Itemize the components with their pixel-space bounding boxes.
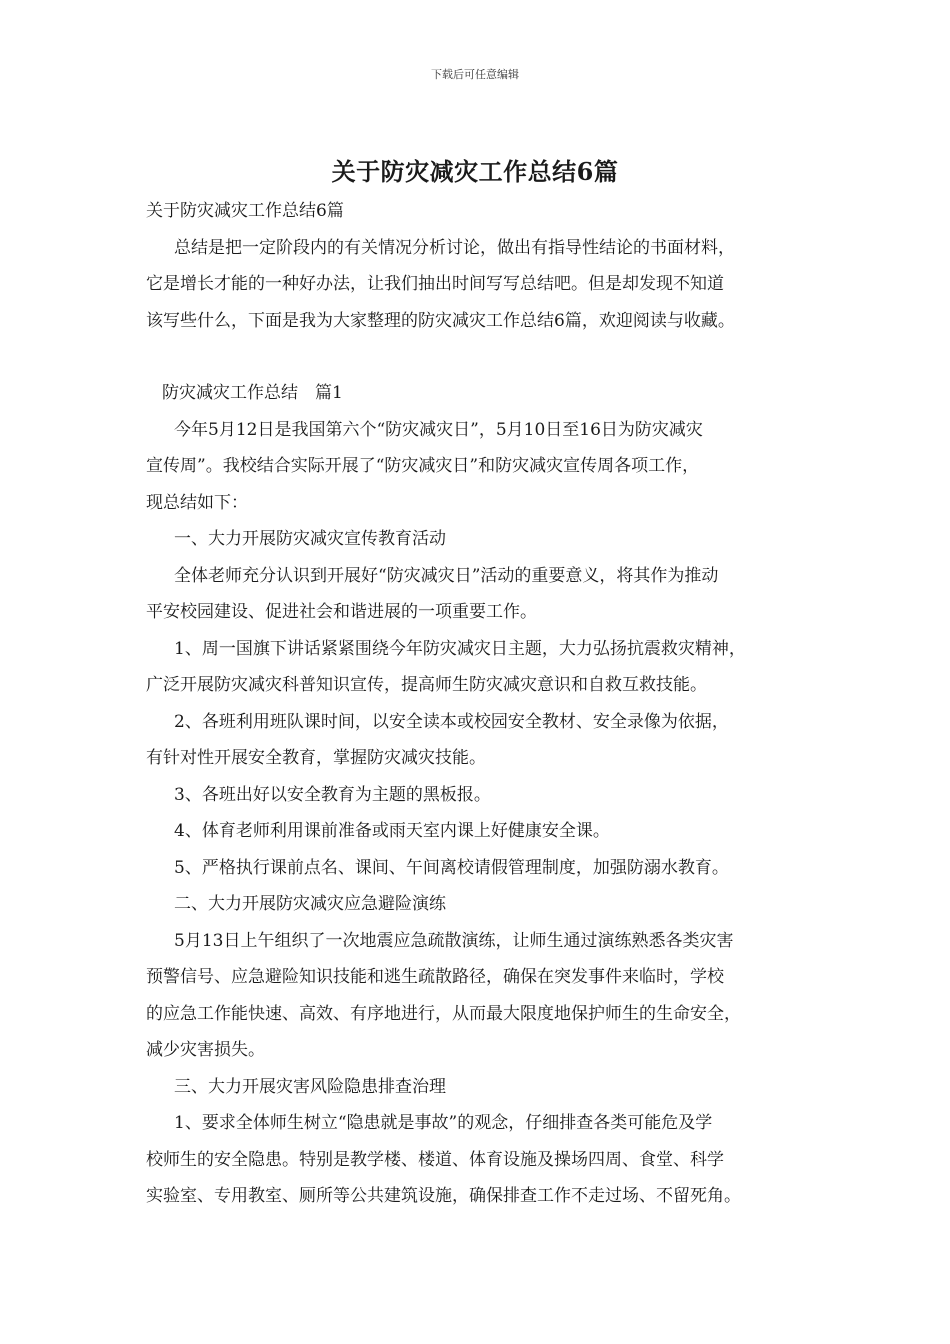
text-line: 的应急工作能快速、高效、有序地进行，从而最大限度地保护师生的生命安全， [146,1003,741,1024]
text-line: 实验室、专用教室、厕所等公共建筑设施，确保排查工作不走过场、不留死角。 [146,1186,741,1206]
text-line: 总结是把一定阶段内的有关情况分析讨论，做出有指导性结论的书面材料， [174,237,735,258]
text-line: 减少灾害损失。 [146,1040,265,1060]
document-title: 关于防灾减灾工作总结6篇 [331,157,619,186]
text-line: 广泛开展防灾减灾科普知识宣传，提高师生防灾减灾意识和自救互救技能。 [146,675,707,695]
text-line: 宣传周”。我校结合实际开展了“防灾减灾日”和防灾减灾宣传周各项工作， [146,456,700,476]
text-line: 全体老师充分认识到开展好“防灾减灾日”活动的重要意义，将其作为推动 [174,565,719,586]
text-line: 关于防灾减灾工作总结6篇 [146,201,344,221]
text-line: 5、严格执行课前点名、课间、午间离校请假管理制度，加强防溺水教育。 [174,857,729,878]
text-line: 它是增长才能的一种好办法，让我们抽出时间写写总结吧。但是却发现不知道 [146,274,724,294]
text-line: 有针对性开展安全教育，掌握防灾减灾技能。 [146,748,486,768]
text-line: 4、体育老师利用课前准备或雨天室内课上好健康安全课。 [174,821,610,841]
text-line: 现总结如下： [146,492,248,513]
text-line: 平安校园建设、促进社会和谐进展的一项重要工作。 [146,602,537,622]
text-line: 校师生的安全隐患。特别是教学楼、楼道、体育设施及操场四周、食堂、科学 [146,1149,724,1170]
header-note: 下载后可任意编辑 [431,68,519,81]
text-line: 5月13日上午组织了一次地震应急疏散演练，让师生通过演练熟悉各类灾害 [174,930,734,951]
text-line: 一、大力开展防灾减灾宣传教育活动 [174,529,446,549]
text-line: 二、大力开展防灾减灾应急避险演练 [174,894,446,914]
text-line: 1、要求全体师生树立“隐患就是事故”的观念，仔细排查各类可能危及学 [174,1113,713,1133]
text-line: 今年5月12日是我国第六个“防灾减灾日”，5月10日至16日为防灾减灾 [174,419,703,440]
text-line: 预警信号、应急避险知识技能和逃生疏散路径，确保在突发事件来临时，学校 [146,967,724,987]
text-line: 3、各班出好以安全教育为主题的黑板报。 [174,784,491,805]
text-line: 防灾减灾工作总结 篇1 [162,383,343,403]
text-line: 该写些什么，下面是我为大家整理的防灾减灾工作总结6篇，欢迎阅读与收藏。 [146,310,735,331]
document-body [146,200,826,1222]
text-line: 1、周一国旗下讲话紧紧围绕今年防灾减灾日主题，大力弘扬抗震救灾精神， [174,638,746,659]
blank-line [146,346,826,382]
text-line: 2、各班利用班队课时间，以安全读本或校园安全教材、安全录像为依据， [174,711,729,732]
text-line: 三、大力开展灾害风险隐患排查治理 [174,1076,446,1097]
